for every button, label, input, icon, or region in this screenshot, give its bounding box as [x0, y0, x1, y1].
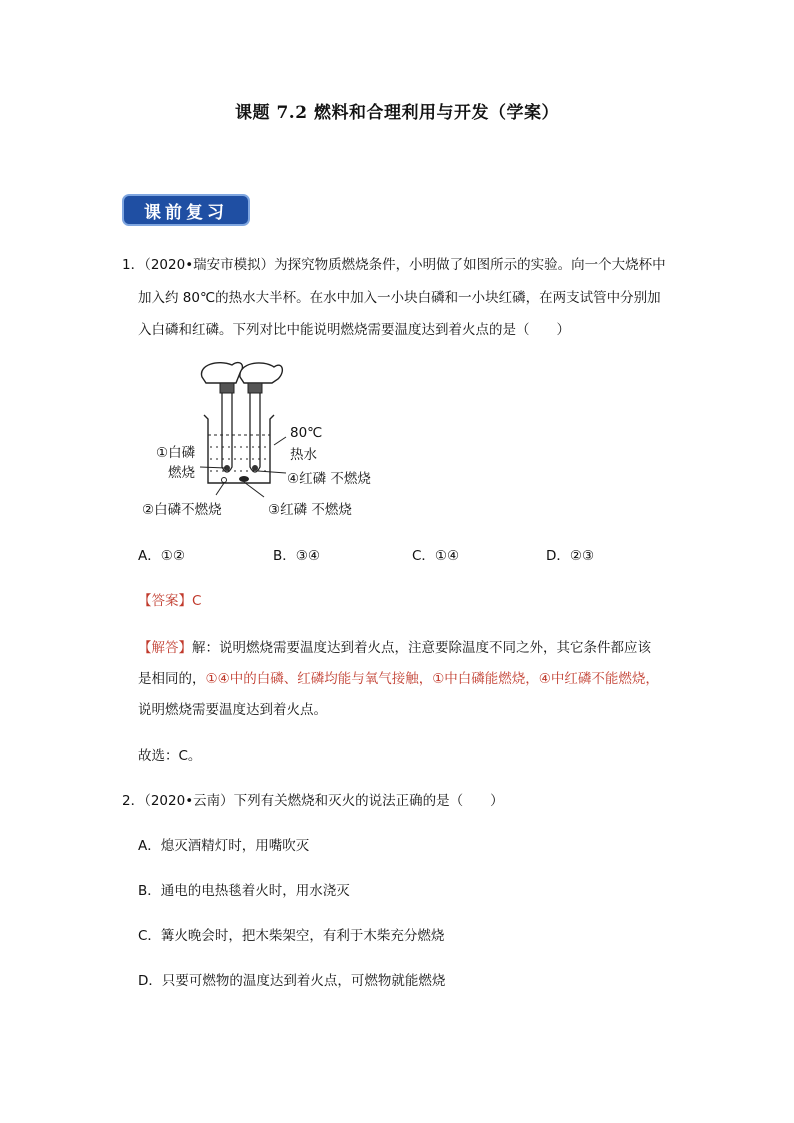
label-temperature: 80℃ [290, 425, 323, 441]
q2-option-d: D．只要可燃物的温度达到着火点，可燃物就能燃烧 [138, 973, 446, 989]
analysis-text-2a: 是相同的， [138, 671, 206, 687]
analysis-text-1: 解：说明燃烧需要温度达到着火点，注意要除温度不同之外，其它条件都应该 [192, 640, 651, 656]
q2-stem: 2．（2020•云南）下列有关燃烧和灭火的说法正确的是（ ） [122, 793, 504, 809]
q1-stem-line-1: 1．（2020•瑞安市模拟）为探究物质燃烧条件，小明做了如图所示的实验。向一个大烧杯中 [122, 257, 666, 273]
answer-label: 【答案】 [138, 593, 192, 609]
q1-choose: 故选：C。 [138, 748, 202, 764]
q1-stem-line-2: 加入约 80℃的热水大半杯。在水中加入一小块白磷和一小块红磷，在两支试管中分别加 [138, 290, 661, 306]
section-badge [122, 194, 250, 226]
q1-option-d: D．②③ [546, 548, 595, 564]
page-title: 课题 7.2 燃料和合理利用与开发（学案） [235, 103, 559, 123]
q1-analysis-line-1 [138, 636, 651, 656]
q1-option-c: C．①④ [412, 548, 460, 564]
label-burning: 燃烧 [168, 465, 195, 481]
section-badge-label: 课前复习 [144, 203, 228, 223]
analysis-label: 【解答】 [138, 640, 192, 656]
q2-option-a: A．熄灭酒精灯时，用嘴吹灭 [138, 838, 310, 854]
label-white-p-burning: ①白磷 [156, 445, 196, 461]
analysis-text-2b: ①④中的白磷、红磷均能与氧气接触，①中白磷能燃烧，④中红磷不能燃烧， [205, 671, 659, 687]
label-red-p-water: ③红磷 不燃烧 [268, 502, 352, 518]
experiment-figure [140, 355, 380, 525]
label-white-p-water: ②白磷不燃烧 [142, 502, 222, 518]
q1-answer [138, 589, 201, 609]
q1-option-b: B．③④ [273, 548, 320, 564]
q1-stem-line-3: 入白磷和红磷。下列对比中能说明燃烧需要温度达到着火点的是（ ） [138, 322, 570, 338]
q1-option-a: A．①② [138, 548, 185, 564]
label-hot-water: 热水 [290, 447, 317, 463]
q1-analysis-line-2 [138, 667, 659, 687]
label-red-p-in-tube: ④红磷 不燃烧 [287, 471, 371, 487]
answer-value: C [192, 593, 202, 609]
q1-analysis-line-3: 说明燃烧需要温度达到着火点。 [138, 702, 327, 718]
q2-option-c: C．篝火晚会时，把木柴架空，有利于木柴充分燃烧 [138, 928, 445, 944]
q2-option-b: B．通电的电热毯着火时，用水浇灭 [138, 883, 350, 899]
